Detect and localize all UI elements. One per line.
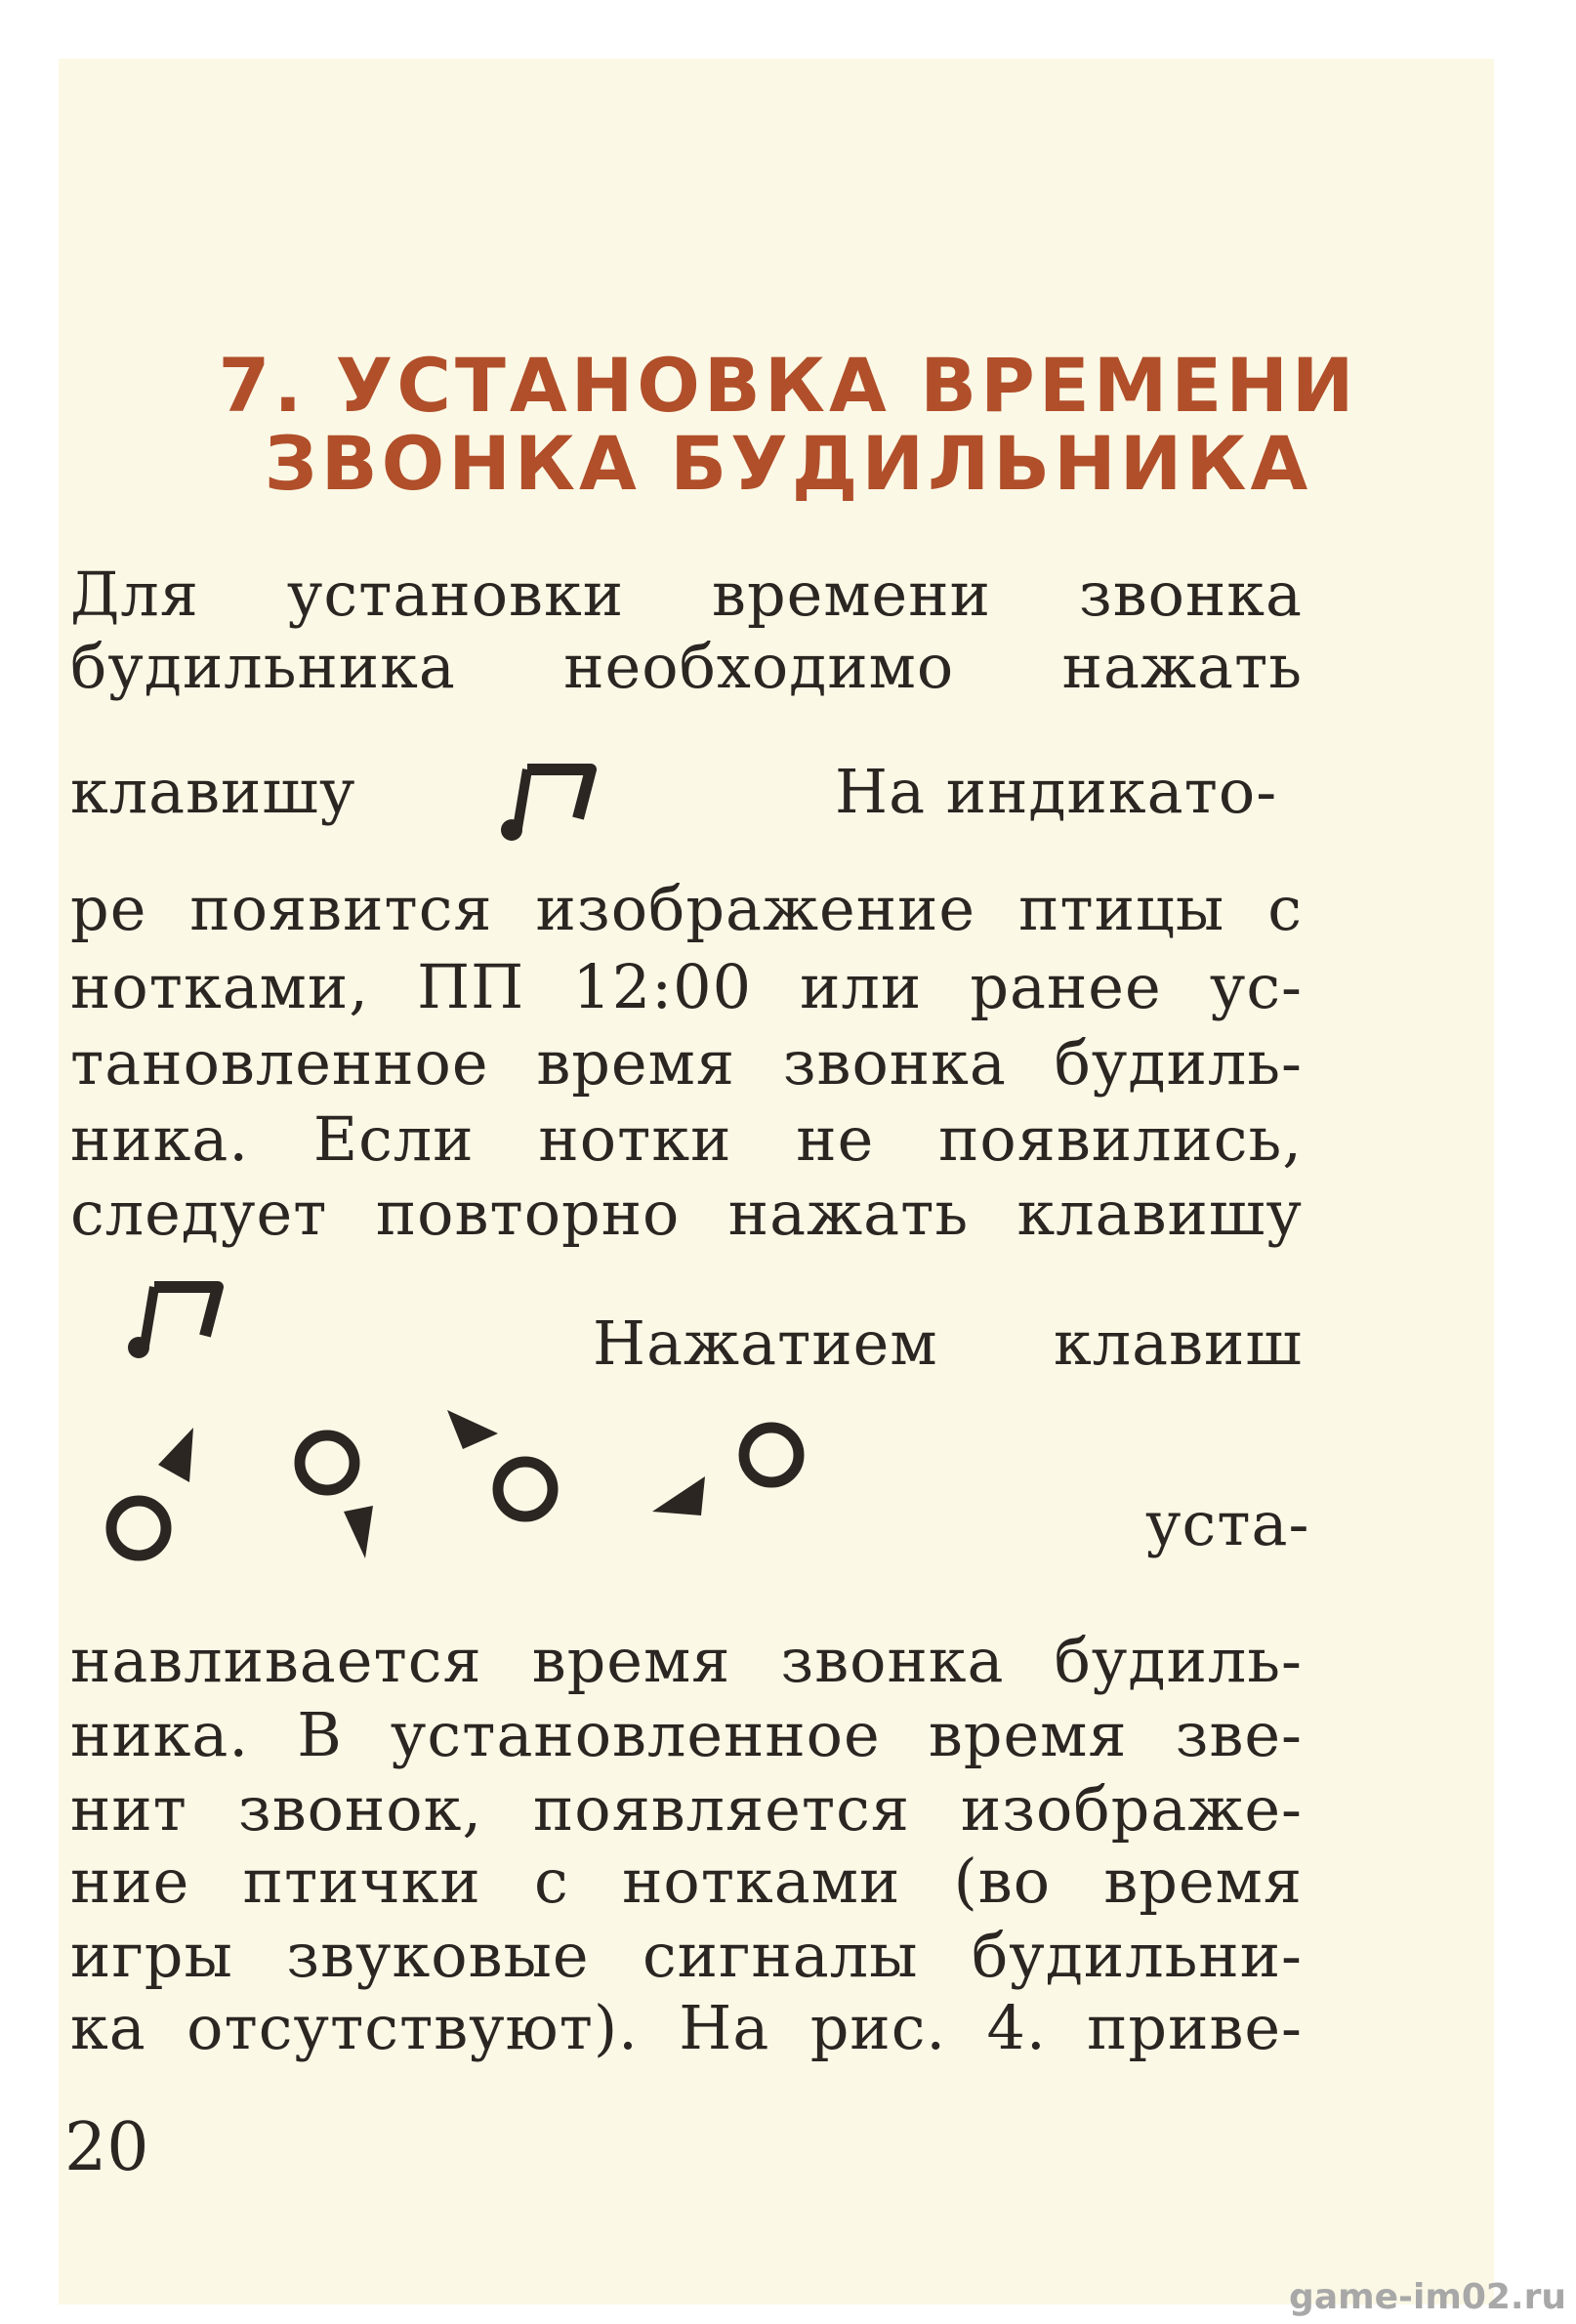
text-line: ника. Если нотки не появились, <box>70 1103 1303 1175</box>
text-line: навливается время звонка будиль- <box>70 1625 1303 1696</box>
page-number: 20 <box>64 2109 149 2186</box>
text-line: нит звонок, появляется изображе- <box>70 1773 1303 1845</box>
left-arrow-circle-icon <box>111 1428 193 1556</box>
text-line-right: Нажатием клавиш <box>593 1307 1303 1379</box>
text-line-right: На индикато- <box>835 756 1278 827</box>
text-line: следует повторно нажать клавишу <box>70 1178 1303 1249</box>
text-line: ка отсутствуют). На рис. 4. приве- <box>70 1992 1303 2063</box>
adjust-keys-group <box>88 1396 830 1592</box>
heading-line-1: 7. УСТАНОВКА ВРЕМЕНИ <box>218 342 1358 429</box>
watermark: game-im02.ru <box>1289 2277 1566 2317</box>
text-line-right: уста- <box>1145 1488 1310 1559</box>
right-arrow-circle-icon <box>652 1428 799 1515</box>
upleft-arrow-circle-icon <box>447 1410 553 1516</box>
heading-line-2: ЗВОНКА БУДИЛЬНИКА <box>264 420 1312 507</box>
text-line: тановленное время звонка будиль- <box>70 1027 1303 1099</box>
music-note-icon <box>125 1269 232 1367</box>
down-arrow-circle-icon <box>300 1435 373 1558</box>
text-line: будильника необходимо нажать <box>70 631 1303 702</box>
text-line: ние птички с нотками (во время <box>70 1846 1303 1917</box>
music-note-icon <box>498 752 605 850</box>
text-line: игры звуковые сигналы будильни- <box>70 1920 1303 1991</box>
text-line: ре появится изображение птицы с <box>70 873 1303 944</box>
text-line: нотками, ПП 12:00 или ранее ус- <box>70 951 1303 1022</box>
text-line-left: клавишу <box>70 756 356 827</box>
text-line: ника. В установленное время зве- <box>70 1699 1303 1770</box>
text-line: Для установки времени звонка <box>70 559 1303 630</box>
